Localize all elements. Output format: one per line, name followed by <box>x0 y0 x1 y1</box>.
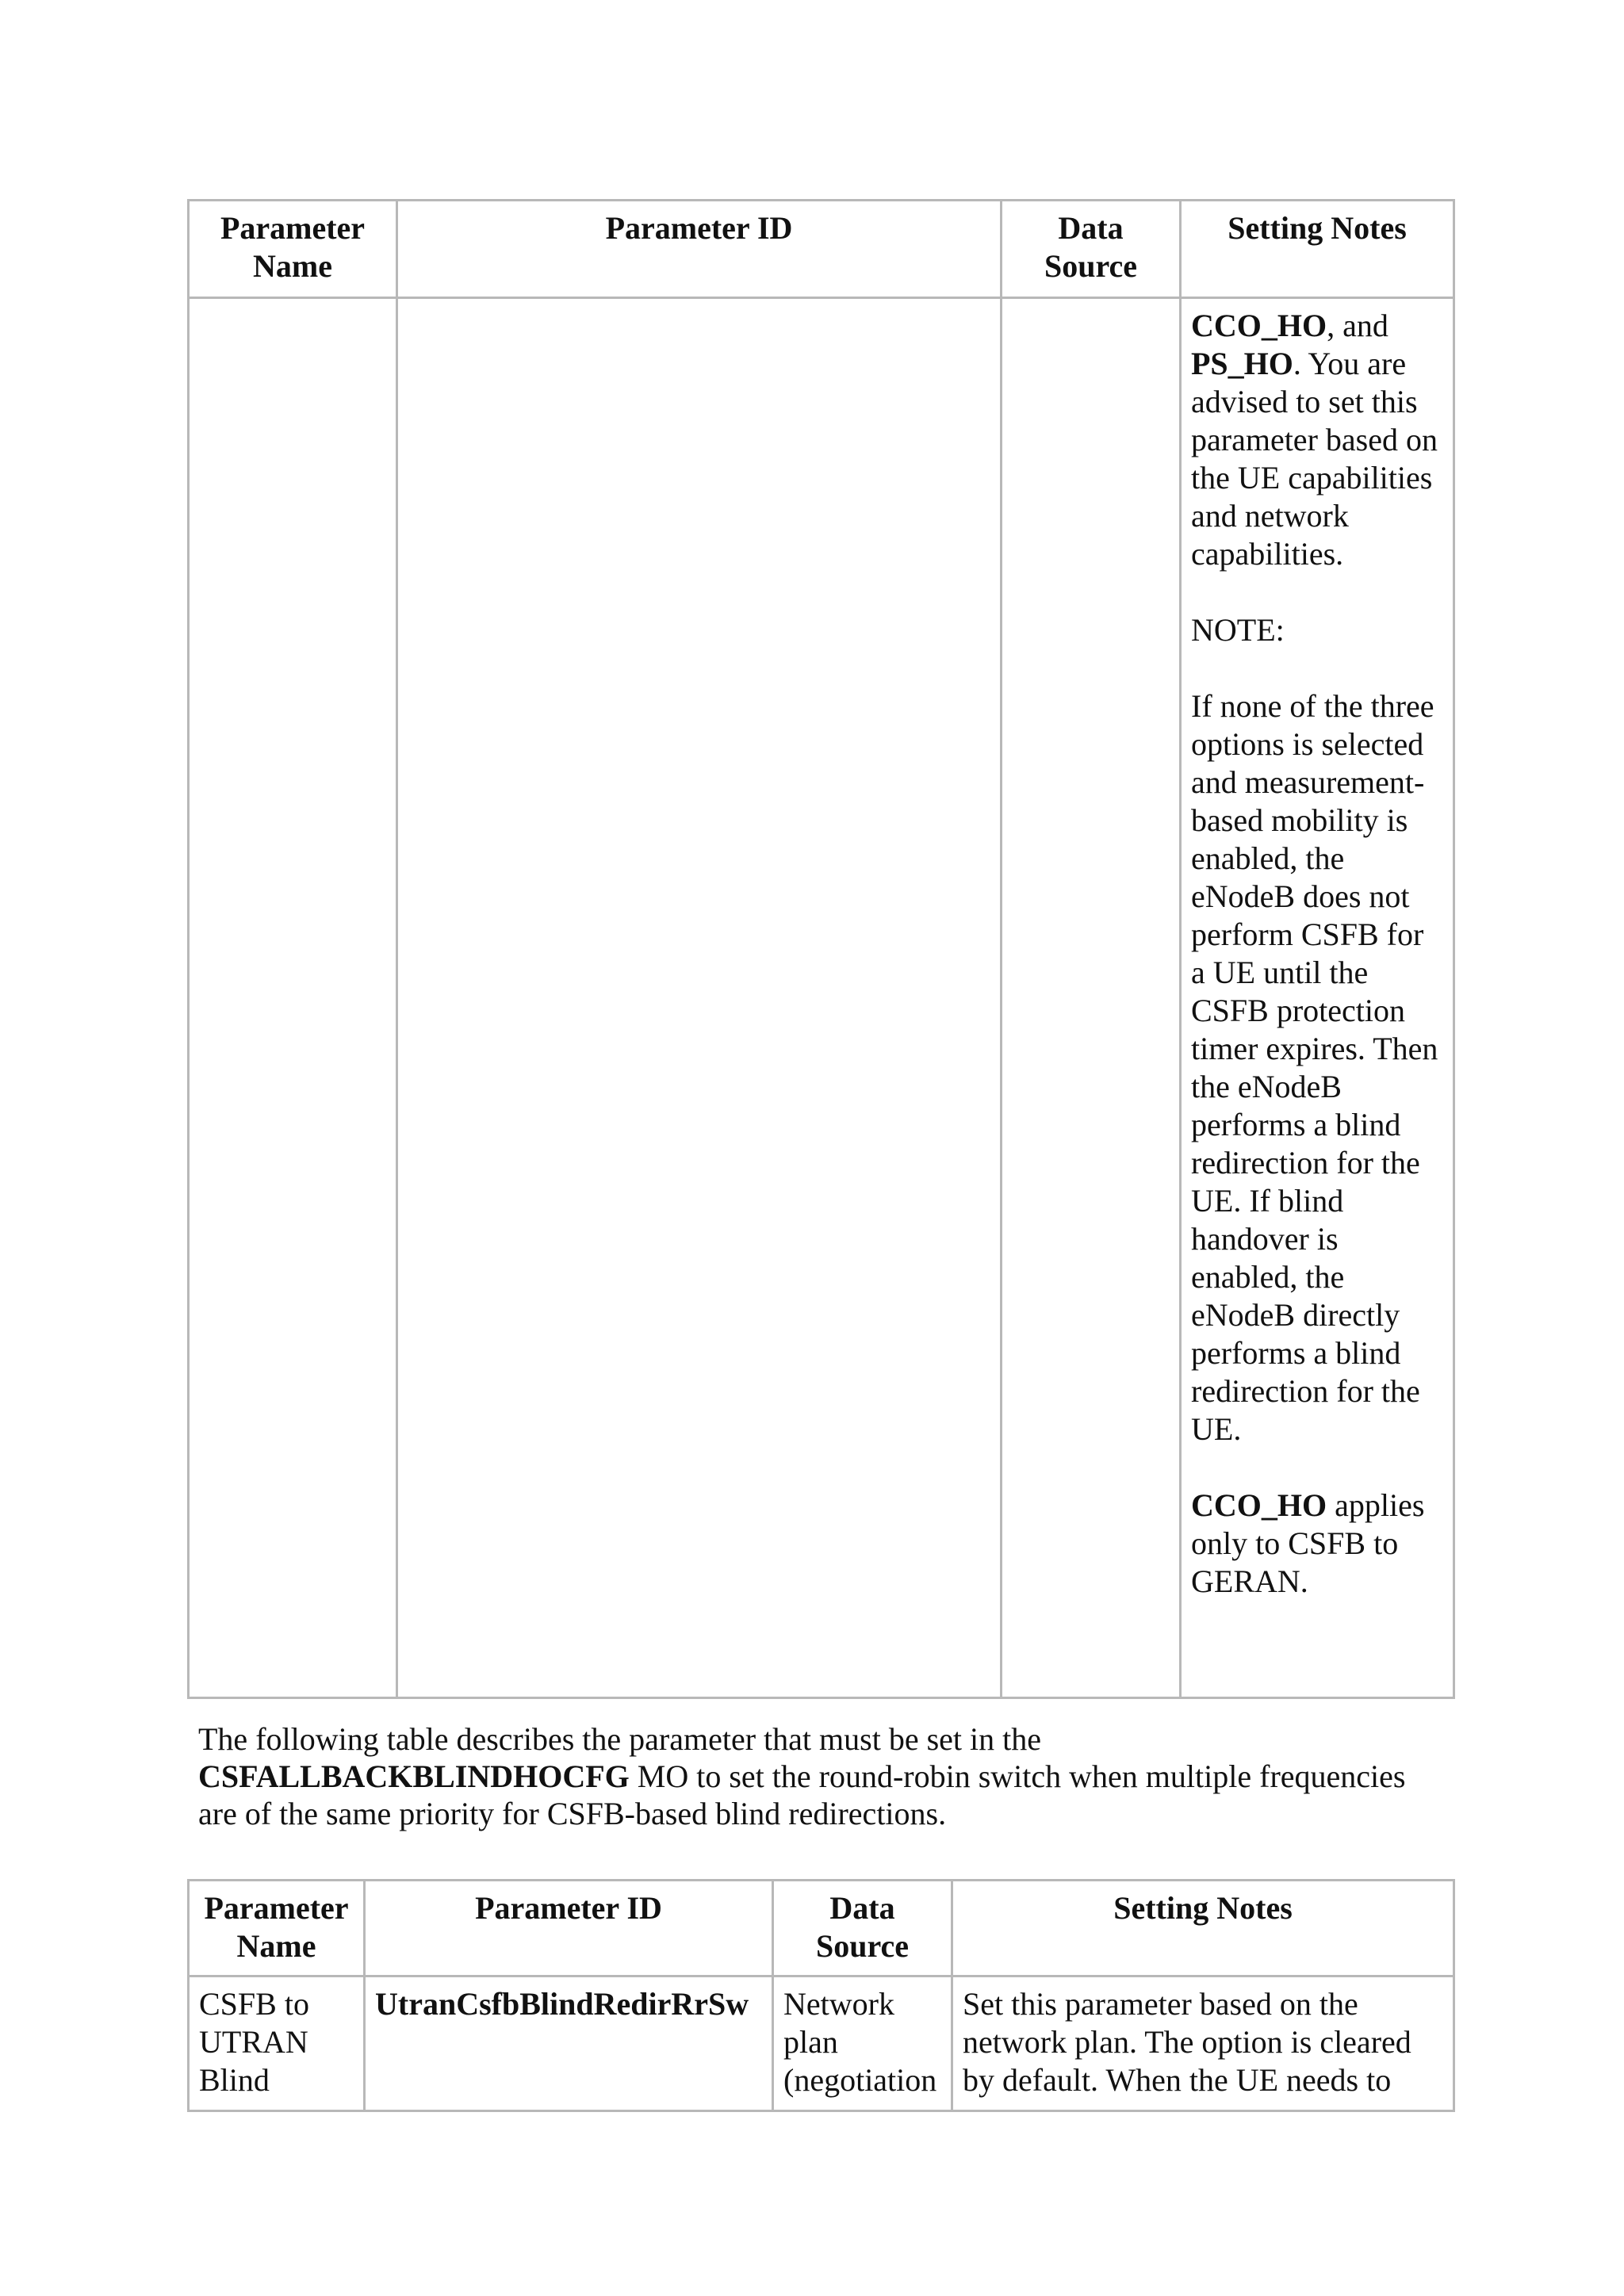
cell-data-source: Network plan (negotiation <box>773 1976 952 2111</box>
cell-parameter-name: CSFB to UTRAN Blind <box>189 1976 365 2111</box>
header-setting-notes: Setting Notes <box>952 1881 1454 1976</box>
intro-text: MO to set the round-robin switch when multiple frequencies are of the same priority for CSFB-based blind redirections. <box>198 1758 1406 1831</box>
cell-setting-notes <box>1181 298 1454 1698</box>
table-row <box>189 298 1454 1698</box>
header-parameter-name: Parameter Name <box>189 201 397 298</box>
header-setting-notes: Setting Notes <box>1181 201 1454 298</box>
cell-parameter-name <box>189 298 397 1698</box>
header-data-source: Data Source <box>773 1881 952 1976</box>
header-parameter-id: Parameter ID <box>365 1881 773 1976</box>
header-data-source: Data Source <box>1002 201 1181 298</box>
notes-paragraph-1 <box>1191 307 1443 573</box>
parameter-table-2 <box>187 1879 1455 2112</box>
table-header-row <box>189 201 1454 298</box>
cell-setting-notes: Set this parameter based on the network plan. The option is cleared by default. When the UE needs to <box>952 1976 1454 2111</box>
intro-text: The following table describes the parameter that must be set in the <box>198 1721 1041 1757</box>
bold-term: CCO_HO <box>1191 308 1327 343</box>
notes-text: applies only to CSFB to GERAN. <box>1191 1487 1425 1599</box>
header-parameter-id: Parameter ID <box>397 201 1002 298</box>
notes-paragraph-3: If none of the three options is selected and measurement-based mobility is enabled, the eNodeB does not perform CSFB for a UE until the CSFB protection timer expires. Then the eNodeB performs a blind redirection for the UE. If blind handover is enabled, the eNodeB directly performs a blind redirection for the UE. <box>1191 688 1438 1447</box>
notes-text: . You are advised to set this parameter based on the UE capabilities and network capabilities. <box>1191 346 1438 572</box>
notes-paragraph-2: NOTE: <box>1191 612 1285 648</box>
table-row <box>189 1976 1454 2111</box>
notes-paragraph-4 <box>1191 1487 1443 1601</box>
intro-paragraph <box>198 1720 1435 1832</box>
parameter-table-1 <box>187 199 1455 1699</box>
cell-data-source <box>1002 298 1181 1698</box>
header-parameter-name: Parameter Name <box>189 1881 365 1976</box>
bold-term: CCO_HO <box>1191 1487 1327 1523</box>
bold-term: PS_HO <box>1191 346 1293 381</box>
notes-text: , and <box>1327 308 1388 343</box>
mo-name: CSFALLBACKBLINDHOCFG <box>198 1758 630 1794</box>
cell-parameter-id <box>397 298 1002 1698</box>
table-header-row <box>189 1881 1454 1976</box>
cell-parameter-id: UtranCsfbBlindRedirRrSw <box>365 1976 773 2111</box>
